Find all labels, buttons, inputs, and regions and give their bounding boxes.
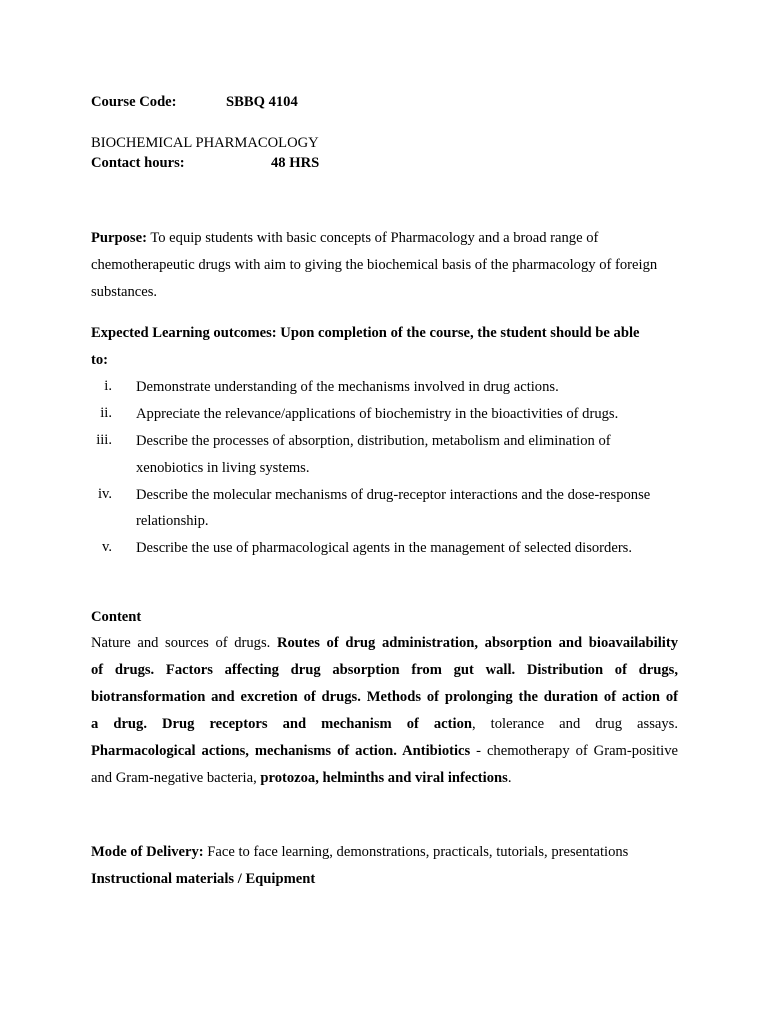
purpose-line-3: substances. (91, 284, 158, 300)
content-text: Nature and sources of drugs. (91, 635, 277, 651)
delivery-label: Mode of Delivery: (91, 844, 204, 860)
purpose-line-1 (91, 229, 598, 247)
content-line-6 (91, 765, 678, 792)
content-line-4 (91, 711, 678, 738)
list-item-number: ii. (100, 405, 112, 421)
list-item-text: Describe the processes of absorption, distribution, metabolism and elimination of (136, 433, 611, 449)
content-bold-text: a drug. Drug receptors and mechanism of action (91, 716, 472, 732)
list-item-text: relationship. (136, 513, 209, 529)
list-item-text: Demonstrate understanding of the mechanisms involved in drug actions. (136, 379, 559, 395)
list-item-text: Describe the molecular mechanisms of drug-receptor interactions and the dose-response (136, 487, 651, 503)
list-item-number: v. (102, 539, 112, 555)
contact-hours-label: Contact hours: (91, 155, 185, 171)
list-item-number: i. (104, 378, 112, 394)
content-line-3: biotransformation and excretion of drugs. Methods of prolonging the duration of action of (91, 689, 678, 705)
list-item-text: xenobiotics in living systems. (136, 460, 310, 476)
content-paragraph (91, 630, 678, 792)
content-bold-text: Pharmacological actions, mechanisms of action. Antibiotics (91, 743, 471, 759)
delivery-line (91, 843, 628, 861)
course-code-value: SBBQ 4104 (226, 94, 298, 110)
content-bold-text: Routes of drug administration, absorption and bioavailability (276, 635, 678, 651)
content-line-5 (91, 738, 678, 765)
purpose-text-1: To equip students with basic concepts of Pharmacology and a broad range of (146, 230, 599, 246)
contact-hours-line (91, 154, 320, 172)
content-text: and Gram-negative bacteria, (91, 770, 261, 786)
materials-heading: Instructional materials / Equipment (91, 871, 316, 887)
list-item-number: iv. (97, 486, 112, 502)
course-code-line (91, 93, 298, 111)
list-item-text: Describe the use of pharmacological agents in the management of selected disorders. (136, 540, 633, 556)
list-item-number: iii. (96, 432, 112, 448)
content-text: , tolerance and drug assays. (471, 716, 678, 732)
course-title: BIOCHEMICAL PHARMACOLOGY (91, 135, 319, 151)
purpose-line-2: chemotherapeutic drugs with aim to giving the biochemical basis of the pharmacology of foreign (91, 257, 658, 273)
document-page (91, 0, 678, 1024)
content-text: . (507, 770, 512, 786)
list-item-text: Appreciate the relevance/applications of biochemistry in the bioactivities of drugs. (136, 406, 619, 422)
purpose-label: Purpose: (91, 230, 147, 246)
content-line-2: of drugs. Factors affecting drug absorption from gut wall. Distribution of drugs, (91, 662, 678, 678)
delivery-value: Face to face learning, demonstrations, practicals, tutorials, presentations (203, 844, 629, 860)
contact-hours-value: 48 HRS (271, 155, 320, 171)
outcomes-heading-2: to: (91, 352, 109, 368)
content-text: - chemotherapy of Gram-positive (470, 743, 678, 759)
content-bold-text: protozoa, helminths and viral infections (260, 770, 508, 786)
content-heading: Content (91, 609, 142, 625)
course-code-label: Course Code: (91, 94, 177, 110)
outcomes-heading-1: Expected Learning outcomes: Upon completion of the course, the student should be able (91, 325, 640, 341)
content-line-1 (91, 630, 678, 657)
